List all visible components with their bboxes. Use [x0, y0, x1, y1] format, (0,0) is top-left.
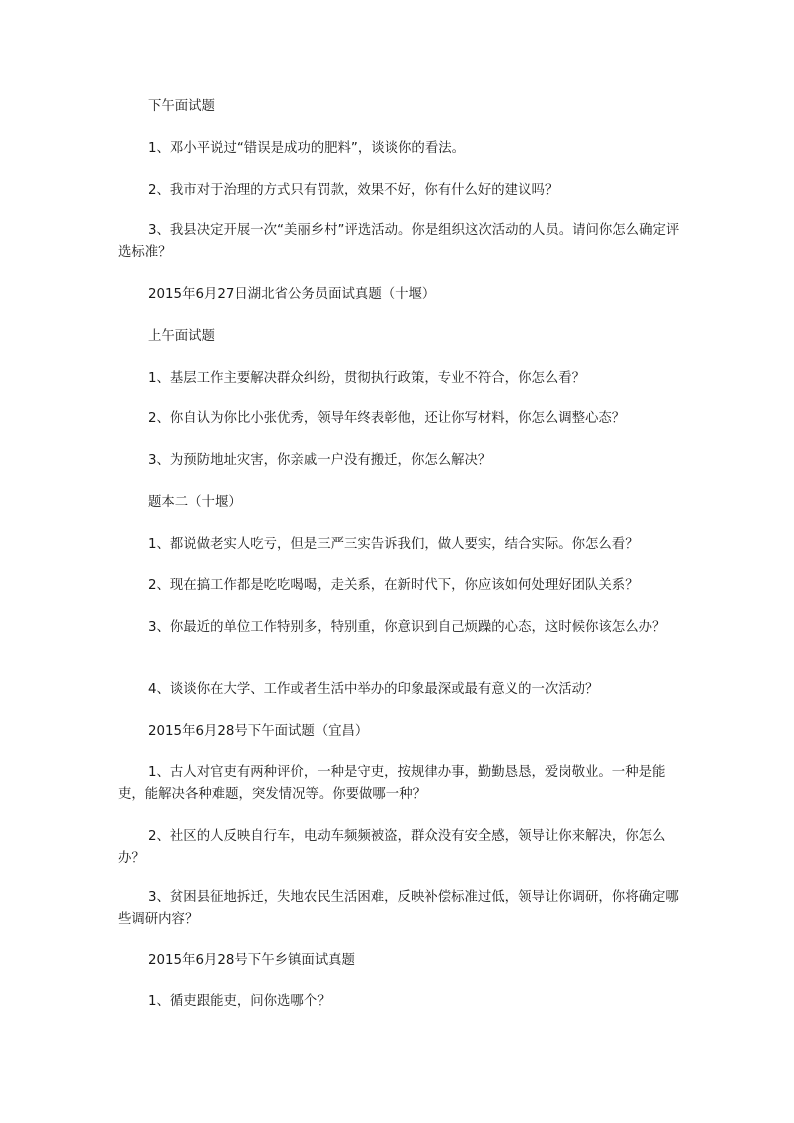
question-paragraph: 3、贫困县征地拆迁，失地农民生活困难，反映补偿标准过低，领导让你调研，你将确定哪些调研内容？ [118, 890, 679, 927]
question-paragraph: 1、循吏跟能吏，问你选哪个？ [148, 994, 331, 1009]
section-heading: 2015年6月27日湖北省公务员面试真题（十堰） [148, 287, 436, 302]
question-paragraph: 3、我县决定开展一次“美丽乡村”评选活动。你是组织这次活动的人员。请问你怎么确定评选标准？ [118, 223, 680, 260]
question-paragraph: 3、为预防地址灾害，你亲戚一户没有搬迁，你怎么解决？ [148, 453, 492, 468]
question-paragraph: 2、我市对于治理的方式只有罚款，效果不好，你有什么好的建议吗？ [148, 183, 559, 198]
question-paragraph: 2、社区的人反映自行车，电动车频频被盗，群众没有安全感，领导让你来解决，你怎么办？ [118, 829, 666, 866]
question-paragraph: 1、邓小平说过“错误是成功的肥料”，谈谈你的看法。 [148, 141, 465, 156]
question-paragraph: 1、都说做老实人吃亏，但是三严三实告诉我们，做人要实，结合实际。你怎么看？ [148, 537, 639, 552]
question-paragraph: 1、古人对官吏有两种评价，一种是守吏，按规律办事，勤勤恳恳，爱岗敬业。一种是能吏，能解决各种难题，突发情况等。你要做哪一种？ [118, 765, 666, 802]
section-heading: 2015年6月28号下午面试题（宜昌） [148, 724, 369, 739]
question-paragraph: 4、谈谈你在大学、工作或者生活中举办的印象最深或最有意义的一次活动？ [148, 682, 599, 697]
question-paragraph: 1、基层工作主要解决群众纠纷，贯彻执行政策，专业不符合，你怎么看？ [148, 371, 586, 386]
section-heading: 上午面试题 [148, 329, 215, 344]
section-heading: 2015年6月28号下午乡镇面试真题 [148, 953, 355, 968]
section-heading: 题本二（十堰） [148, 495, 242, 510]
section-heading: 下午面试题 [148, 99, 215, 114]
question-paragraph: 2、现在搞工作都是吃吃喝喝，走关系，在新时代下，你应该如何处理好团队关系？ [148, 578, 639, 593]
question-paragraph: 2、你自认为你比小张优秀，领导年终表彰他，还让你写材料，你怎么调整心态？ [148, 411, 626, 426]
question-paragraph: 3、你最近的单位工作特别多，特别重，你意识到自己烦躁的心态，这时候你该怎么办？ [148, 620, 666, 635]
